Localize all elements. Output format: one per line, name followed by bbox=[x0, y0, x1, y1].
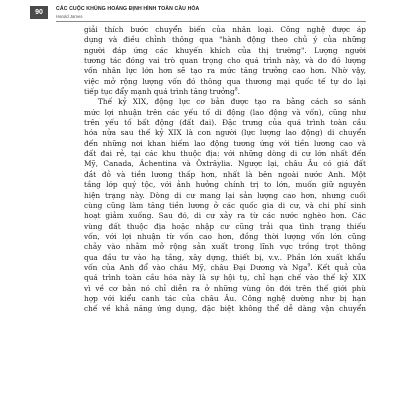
text-fragment: tiếp tục đẩy mạnh quá trình tăng trưởng bbox=[84, 87, 235, 97]
text-line: chế về khả năng ứng dụng, đặc biệt không thể dễ dàng vận chuyển bbox=[84, 304, 366, 314]
text-line: hoạt giảm xuống. Sau đó, di cư xảy ra từ các nước nghèo hơn. Các bbox=[84, 211, 366, 221]
text-line: việc mở rộng lượng vốn đó thông qua thương mại quốc tế tự do lại bbox=[84, 76, 366, 86]
text-line: Thế kỷ XIX, động lực cơ bản được tạo ra bằng cách so sánh bbox=[98, 97, 366, 107]
text-line: người đáp ứng các khuyến khích của thị trường". Lượng người bbox=[84, 45, 366, 55]
footnote-marker: 8 bbox=[234, 87, 238, 93]
paragraph-1 bbox=[84, 25, 366, 97]
text-line: vì về cơ bản nó chỉ diễn ra ở những vùng ôn đới trên thế giới phù bbox=[84, 283, 366, 293]
text-line: giải thích bước chuyển biến của nhân loại. Công nghệ được áp bbox=[84, 25, 366, 34]
text-fragment: vốn của Anh đổ vào châu Mỹ, châu Đại Dương và Nga bbox=[84, 262, 308, 272]
text-line bbox=[84, 263, 366, 273]
text-line: vùng đất thuộc địa hoặc nhập cư cũng trải qua tình trạng thiếu bbox=[84, 221, 366, 231]
text-fragment: . Kết quả của bbox=[310, 262, 366, 272]
header-divider bbox=[56, 21, 366, 22]
text-line: vốn nhân lực lớn hơn sẽ tạo ra mức tăng trưởng cao hơn. Nhờ vậy, bbox=[84, 66, 366, 76]
text-line: vốn, với lợi nhuận từ vốn cao hơn, đồng thời lượng vốn lớn cũng bbox=[84, 231, 366, 241]
text-line bbox=[84, 87, 366, 97]
body-text bbox=[84, 25, 366, 315]
page-header bbox=[0, 0, 400, 26]
text-line: hóa nửa sau thế kỷ XIX là con người (lực lượng lao động) di chuyển bbox=[84, 128, 366, 138]
text-line: đắt đỏ và tiền lương thấp hơn, nhất là bên ngoài nước Anh. Một bbox=[84, 169, 366, 179]
text-line: mức lợi nhuận trên các yếu tố di động (lao động và vốn), cũng như bbox=[84, 107, 366, 117]
text-line: Mỹ, Canada, Áchentina và Ôxtrâylia. Ngược lại, châu Âu có giá đất bbox=[84, 159, 366, 169]
text-line: tương tác đóng vai trò quan trọng cho quá trình này, và do đó lượng bbox=[84, 56, 366, 66]
text-line: cùng cũng làm tăng tiền lương ở các quốc gia di cư, và chi phí sinh bbox=[84, 200, 366, 210]
text-line: hiện trạng này. Dòng di cư mang lại sản lượng cao hơn, nhưng cuối bbox=[84, 190, 366, 200]
text-line: chảy vào nhằm mở rộng sản xuất trong lĩnh vực trồng trọt thông bbox=[84, 242, 366, 252]
page-number: 90 bbox=[30, 6, 48, 19]
running-title: CÁC CUỘC KHỦNG HOẢNG ĐỊNH HÌNH TOÀN CẦU HÓA bbox=[56, 6, 200, 12]
text-line: tầng lớp quý tộc, với ảnh hưởng chính trị to lớn, muốn giữ nguyên bbox=[84, 180, 366, 190]
text-line: hợp với kiểu canh tác của châu Âu. Công nghệ dường như bị hạn bbox=[84, 293, 366, 303]
text-line: đến những nơi khan hiếm lao động tương ứng với tiền lương cao và bbox=[84, 138, 366, 148]
text-fragment: . bbox=[237, 87, 240, 97]
text-line: dụng và điều chỉnh thông qua "hành động theo chủ ý của những bbox=[84, 35, 366, 45]
running-author: Harold James bbox=[56, 14, 83, 19]
text-line: quá trình toàn cầu hóa này là sự hội tụ, chỉ hạn chế vào thế kỷ XIX bbox=[84, 273, 366, 283]
text-line: trên yếu tố bất động (đất đai). Đặc trưng của quá trình toàn cầu bbox=[84, 118, 366, 128]
text-line: qua đầu tư vào hạ tầng, xây dựng, thiết bị, v.v.. Phần lớn xuất khẩu bbox=[84, 252, 366, 262]
paragraph-2 bbox=[84, 97, 366, 314]
text-line: đất đai rẻ, tại các khu thuộc địa: với những dòng di cư lớn nhất đến bbox=[84, 149, 366, 159]
footnote-marker: 9 bbox=[307, 263, 311, 269]
